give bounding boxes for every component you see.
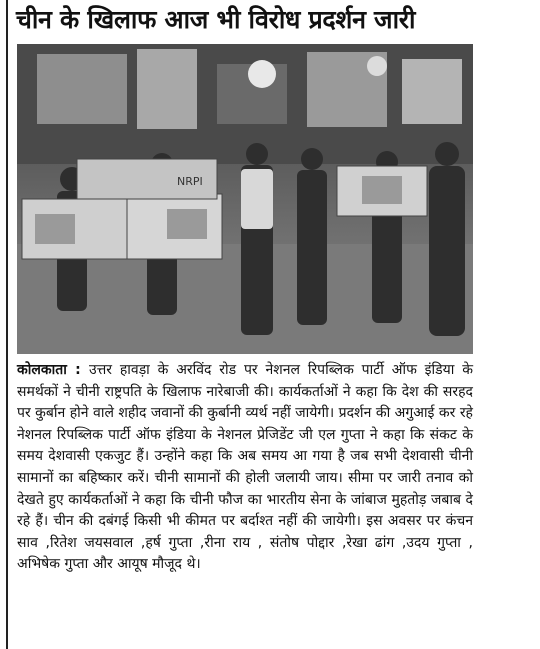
article-body xyxy=(17,360,473,576)
column-rule xyxy=(6,0,8,649)
article-text: उत्तर हावड़ा के अरविंद रोड पर नेशनल रिपब्लिक पार्टी ऑफ इंडिया के समर्थकों ने चीनी राष्ट्रपति के खिलाफ नारेबाजी की। कार्यकर्ताओं ने कहा कि देश की सरहद पर कुर्बान होने वाले शहीद जवानों की कुर्बानी व्यर्थ नहीं जायेगी। प्रदर्शन की अगुआई कर रहे नेशनल रिपब्लिक पार्टी ऑफ इंडिया के नेशनल प्रेजिडेंट जी एल गुप्ता ने कहा कि संकट के समय देशवासी एकजुट हैं। उन्होंने कहा कि अब समय आ गया है जब सभी देशवासी चीनी सामानों का बहिष्कार करें। चीनी सामानों की होली जलायी जाय। सीमा पर जारी तनाव को देखते हुए कार्यकर्ताओं ने कहा कि चीनी फौज का भारतीय सेना के जांबाज मुहतोड़ जबाब दे रहे हैं। चीन की दबंगई किसी भी कीमत पर बर्दाश्त नहीं की जायेगी। इस अवसर पर कंचन साव ,रितेश जयसवाल ,हर्ष गुप्ता ,रीना राय , संतोष पोद्दार ,रेखा ढांग ,उदय गुप्ता , अभिषेक गुप्ता और आयूष मौजूद थे। xyxy=(17,362,473,573)
dateline: कोलकाता : xyxy=(17,362,89,378)
banner-text: NRPI xyxy=(177,175,203,188)
protest-photo-illustration xyxy=(17,44,473,354)
news-photo xyxy=(17,44,473,354)
headline: चीन के खिलाफ आज भी विरोध प्रदर्शन जारी xyxy=(16,5,416,34)
